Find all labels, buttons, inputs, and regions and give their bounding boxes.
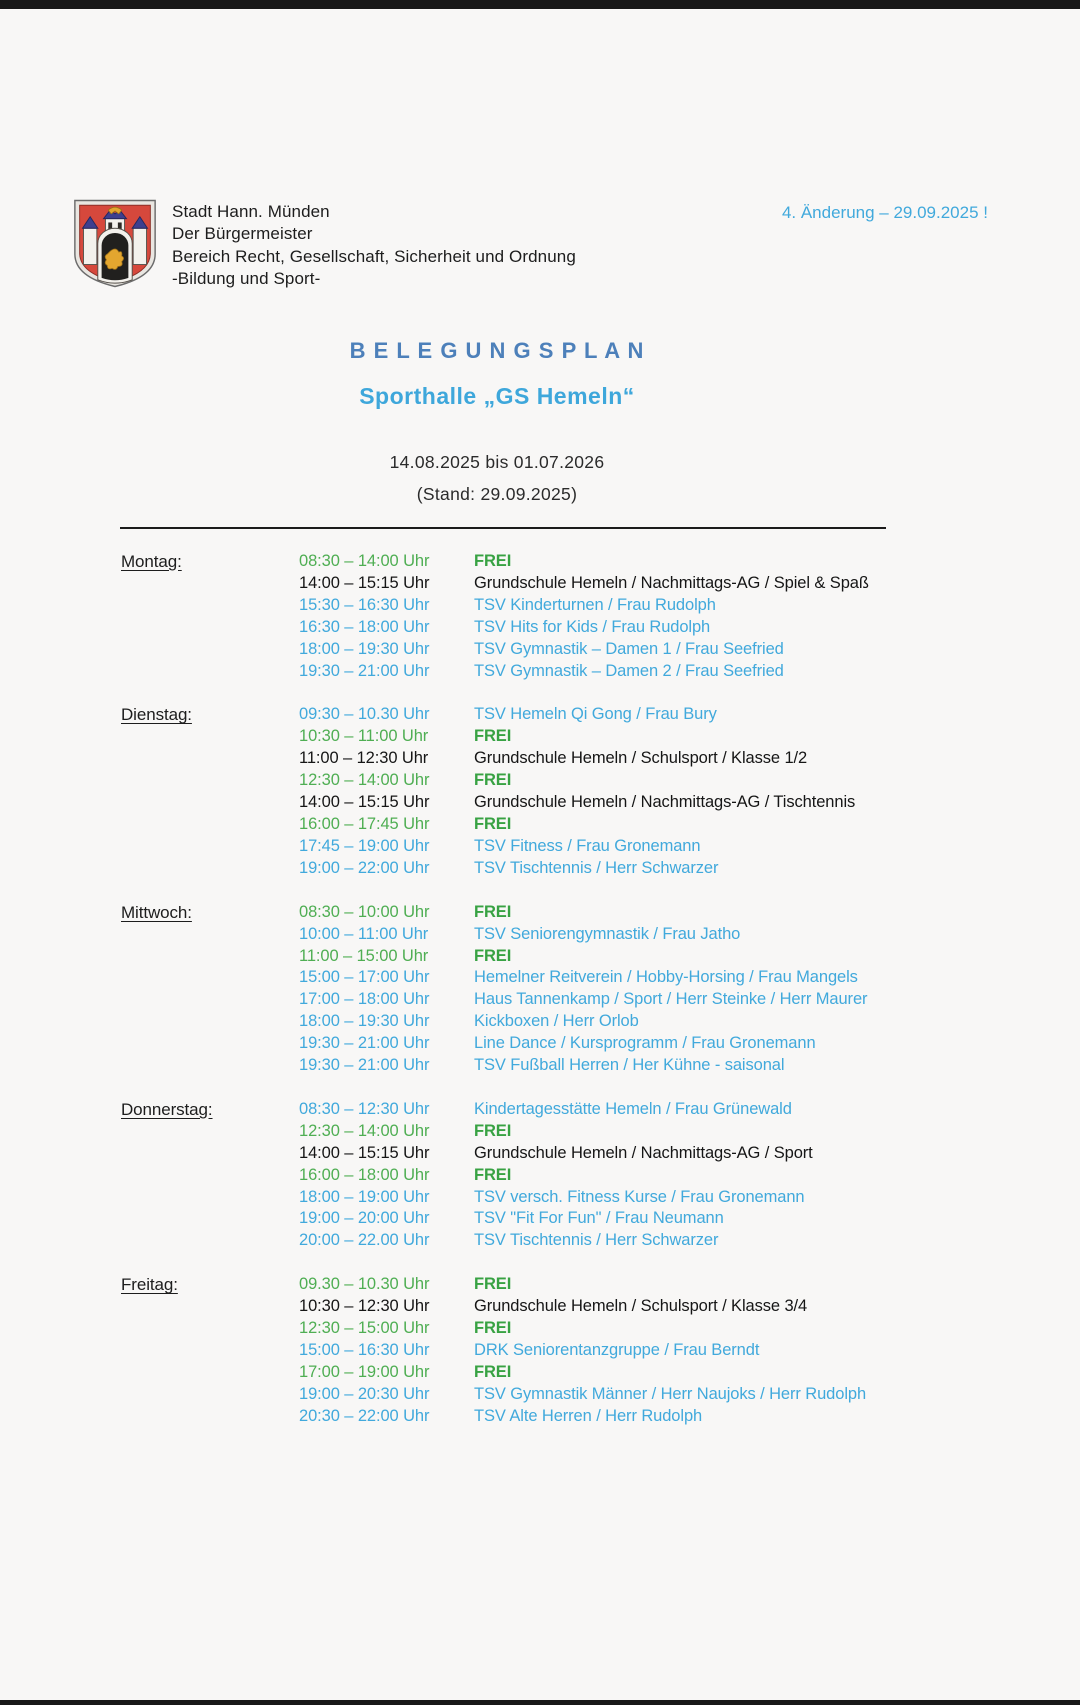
- slot-activity: TSV Gymnastik – Damen 2 / Frau Seefried: [474, 661, 784, 680]
- slot-activity: FREI: [474, 1165, 512, 1184]
- bottom-border: [0, 1700, 1080, 1705]
- slot-activity: Grundschule Hemeln / Schulsport / Klasse 3/4: [474, 1297, 808, 1316]
- slot-activity: FREI: [474, 1121, 512, 1140]
- slot-activity: TSV Hits for Kids / Frau Rudolph: [474, 617, 711, 636]
- slot-activity: Hemelner Reitverein / Hobby-Horsing / Frau Mangels: [474, 968, 858, 987]
- slot-activity: Kickboxen / Herr Orlob: [474, 1012, 639, 1031]
- slot-time: 19:00 – 20:00 Uhr: [299, 1209, 430, 1228]
- slot-time: 20:30 – 22:00 Uhr: [299, 1406, 430, 1425]
- schedule-row: [299, 814, 1011, 836]
- schedule-row: [299, 902, 1011, 924]
- schedule-row: [299, 1011, 1011, 1033]
- schedule-row: [299, 1296, 1011, 1318]
- day-label: Montag:: [121, 552, 182, 571]
- slot-activity: FREI: [474, 771, 512, 790]
- schedule: [121, 551, 1011, 1450]
- top-border: [0, 0, 1080, 9]
- slot-time: 11:00 – 15:00 Uhr: [299, 946, 429, 965]
- slot-time: 08:30 – 12:30 Uhr: [299, 1099, 430, 1118]
- slot-time: 19:00 – 22:00 Uhr: [299, 858, 430, 877]
- slot-time: 15:00 – 16:30 Uhr: [299, 1341, 430, 1359]
- day-label: Mittwoch:: [121, 902, 192, 922]
- day-rows: [299, 902, 1011, 1077]
- slot-activity: DRK Seniorentanzgruppe / Frau Berndt: [474, 1341, 760, 1359]
- schedule-row: [299, 1143, 1011, 1165]
- slot-time: 15:30 – 16:30 Uhr: [299, 595, 430, 614]
- slot-activity: FREI: [474, 946, 512, 965]
- schedule-row: [299, 1230, 1011, 1252]
- slot-time: 16:00 – 18:00 Uhr: [299, 1165, 430, 1184]
- org-department: Bereich Recht, Gesellschaft, Sicherheit und Ordnung: [172, 246, 576, 266]
- schedule-row: [299, 1187, 1011, 1209]
- day-group: [121, 704, 1011, 879]
- slot-time: 17:00 – 19:00 Uhr: [299, 1362, 430, 1381]
- slot-activity: TSV Alte Herren / Herr Rudolph: [474, 1406, 703, 1425]
- slot-time: 19:30 – 21:00 Uhr: [299, 1034, 430, 1053]
- schedule-row: [299, 1121, 1011, 1143]
- slot-activity: TSV Tischtennis / Herr Schwarzer: [474, 858, 719, 877]
- title-block: [0, 338, 994, 505]
- schedule-row: [299, 924, 1011, 946]
- day-rows: [299, 1274, 1011, 1427]
- slot-activity: TSV Seniorengymnastik / Frau Jatho: [474, 924, 741, 943]
- schedule-row: [299, 967, 1011, 989]
- slot-time: 18:00 – 19:00 Uhr: [299, 1187, 430, 1206]
- letterhead: [172, 201, 576, 290]
- slot-time: 14:00 – 15:15 Uhr: [299, 1143, 430, 1162]
- schedule-row: [299, 1384, 1011, 1406]
- slot-time: 18:00 – 19:30 Uhr: [299, 1012, 430, 1031]
- page-subtitle: Sporthalle „GS Hemeln“: [359, 383, 635, 409]
- slot-activity: Grundschule Hemeln / Nachmittags-AG / Spiel & Spaß: [474, 573, 869, 592]
- slot-activity: TSV Fußball Herren / Her Kühne - saisonal: [474, 1056, 785, 1075]
- slot-activity: TSV Gymnastik Männer / Herr Naujoks / Herr Rudolph: [474, 1384, 867, 1403]
- org-name: Stadt Hann. Münden: [172, 202, 330, 221]
- schedule-row: [299, 1165, 1011, 1187]
- day-label: Dienstag:: [121, 705, 192, 725]
- slot-activity: TSV Fitness / Frau Gronemann: [474, 836, 701, 855]
- schedule-row: [299, 1055, 1011, 1077]
- day-label: Freitag:: [121, 1275, 178, 1295]
- schedule-row: [299, 989, 1011, 1011]
- schedule-row: [299, 792, 1011, 814]
- day-rows: [299, 1099, 1011, 1252]
- slot-time: 14:00 – 15:15 Uhr: [299, 573, 430, 592]
- slot-activity: TSV Kinderturnen / Frau Rudolph: [474, 595, 716, 614]
- schedule-row: [299, 704, 1011, 726]
- gate-arch: [98, 228, 132, 283]
- slot-activity: TSV Hemeln Qi Gong / Frau Bury: [474, 705, 717, 724]
- slot-activity: FREI: [474, 727, 512, 746]
- schedule-row: [299, 573, 1011, 595]
- schedule-row: [299, 1274, 1011, 1296]
- day-group: [121, 1099, 1011, 1252]
- schedule-row: [299, 1099, 1011, 1121]
- slot-activity: Grundschule Hemeln / Nachmittags-AG / Tischtennis: [474, 793, 856, 812]
- slot-activity: FREI: [474, 1362, 512, 1381]
- slot-time: 17:00 – 18:00 Uhr: [299, 990, 430, 1009]
- slot-time: 08:30 – 10:00 Uhr: [299, 902, 430, 921]
- page-title: B E L E G U N G S P L A N: [349, 338, 645, 363]
- schedule-row: [299, 617, 1011, 639]
- slot-time: 12:30 – 15:00 Uhr: [299, 1319, 430, 1338]
- slot-activity: Grundschule Hemeln / Schulsport / Klasse 1/2: [474, 749, 808, 768]
- slot-time: 18:00 – 19:30 Uhr: [299, 639, 430, 658]
- day-label: Donnerstag:: [121, 1099, 213, 1119]
- slot-time: 20:00 – 22.00 Uhr: [299, 1231, 430, 1250]
- schedule-row: [299, 551, 1011, 573]
- status-date: (Stand: 29.09.2025): [416, 484, 578, 504]
- slot-time: 11:00 – 12:30 Uhr: [299, 749, 429, 768]
- schedule-row: [299, 748, 1011, 770]
- schedule-row: [299, 1318, 1011, 1340]
- day-group: [121, 902, 1011, 1077]
- slot-activity: FREI: [474, 814, 512, 833]
- schedule-row: [299, 1362, 1011, 1384]
- org-subdepartment: -Bildung und Sport-: [172, 268, 321, 288]
- slot-time: 19:30 – 21:00 Uhr: [299, 661, 430, 680]
- day-rows: [299, 551, 1011, 682]
- schedule-row: [299, 726, 1011, 748]
- schedule-row: [299, 661, 1011, 683]
- slot-activity: FREI: [474, 1319, 512, 1338]
- schedule-row: [299, 1340, 1011, 1362]
- schedule-row: [299, 1208, 1011, 1230]
- slot-time: 19:30 – 21:00 Uhr: [299, 1056, 430, 1075]
- slot-activity: Kindertagesstätte Hemeln / Frau Grünewald: [474, 1099, 792, 1118]
- org-role: Der Bürgermeister: [172, 224, 313, 244]
- slot-activity: FREI: [474, 1275, 512, 1294]
- slot-activity: Haus Tannenkamp / Sport / Herr Steinke / Herr Maurer: [474, 990, 868, 1009]
- slot-activity: Line Dance / Kursprogramm / Frau Gronemann: [474, 1034, 816, 1053]
- day-group: [121, 551, 1011, 682]
- schedule-row: [299, 1033, 1011, 1055]
- slot-activity: TSV Tischtennis / Herr Schwarzer: [474, 1231, 719, 1250]
- slot-time: 10:30 – 12:30 Uhr: [299, 1297, 430, 1316]
- schedule-row: [299, 770, 1011, 792]
- schedule-row: [299, 858, 1011, 880]
- day-rows: [299, 704, 1011, 879]
- slot-time: 10:30 – 11:00 Uhr: [299, 727, 429, 746]
- slot-time: 19:00 – 20:30 Uhr: [299, 1384, 430, 1403]
- schedule-row: [299, 946, 1011, 968]
- validity-period: 14.08.2025 bis 01.07.2026: [389, 452, 605, 472]
- slot-time: 10:00 – 11:00 Uhr: [299, 924, 429, 943]
- day-group: [121, 1274, 1011, 1427]
- slot-time: 09:30 – 10.30 Uhr: [299, 705, 430, 724]
- slot-time: 16:30 – 18:00 Uhr: [299, 617, 430, 636]
- slot-activity: TSV "Fit For Fun" / Frau Neumann: [474, 1209, 724, 1228]
- city-coat-of-arms-logo: [72, 197, 158, 290]
- slot-time: 17:45 – 19:00 Uhr: [299, 836, 430, 855]
- slot-time: 12:30 – 14:00 Uhr: [299, 1121, 430, 1140]
- slot-time: 16:00 – 17:45 Uhr: [299, 814, 430, 833]
- change-note: 4. Änderung – 29.09.2025 !: [781, 203, 988, 222]
- slot-activity: FREI: [474, 552, 512, 570]
- slot-time: 09.30 – 10.30 Uhr: [299, 1275, 430, 1294]
- slot-activity: TSV Gymnastik – Damen 1 / Frau Seefried: [474, 639, 784, 658]
- slot-activity: TSV versch. Fitness Kurse / Frau Gronemann: [474, 1187, 805, 1206]
- slot-time: 14:00 – 15:15 Uhr: [299, 793, 430, 812]
- schedule-row: [299, 836, 1011, 858]
- schedule-row: [299, 595, 1011, 617]
- slot-time: 12:30 – 14:00 Uhr: [299, 771, 430, 790]
- slot-activity: FREI: [474, 902, 512, 921]
- slot-time: 08:30 – 14:00 Uhr: [299, 552, 430, 570]
- slot-activity: Grundschule Hemeln / Nachmittags-AG / Sport: [474, 1143, 813, 1162]
- schedule-row: [299, 1406, 1011, 1428]
- slot-time: 15:00 – 17:00 Uhr: [299, 968, 430, 987]
- divider-line: [120, 527, 886, 529]
- schedule-row: [299, 639, 1011, 661]
